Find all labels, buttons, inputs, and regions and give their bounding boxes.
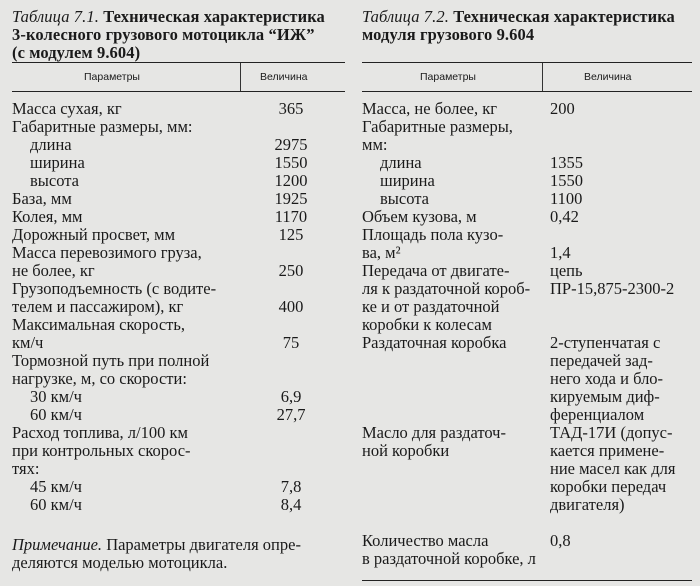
table-7-2 [362,0,692,568]
table-row [362,334,692,352]
table-label: Таблица 7.1. [12,7,99,26]
table-row [362,172,692,190]
table-row [362,532,692,550]
column-divider [542,63,543,91]
value-cell: 2975 [274,135,308,154]
param-cell: км/ч [12,333,44,352]
table-title-line: модуля грузового 9.604 [362,25,535,44]
value-cell: 1200 [274,171,308,190]
table-row [362,478,692,496]
value-cell: цепь [550,261,583,280]
table-row [12,118,345,136]
value-cell: 1550 [274,153,308,172]
table-row [12,352,345,370]
table-header [362,62,692,92]
table-row [362,190,692,208]
table-row [362,406,692,424]
param-cell: 30 км/ч [30,387,82,406]
param-cell: Передача от двигате- [362,261,510,280]
table-row [362,514,692,532]
table-7-2-title [362,8,692,62]
param-cell: Масса перевозимого груза, [12,243,202,262]
value-cell: 200 [550,99,575,118]
table-row [12,406,345,424]
table-row [12,226,345,244]
table-row [362,262,692,280]
table-row [362,388,692,406]
value-cell: него хода и бло- [550,369,664,388]
param-cell: не более, кг [12,261,95,280]
column-header-value: Величина [260,71,308,83]
table-title-line: (с модулем 9.604) [12,43,141,62]
param-cell [362,514,692,532]
param-cell: Габаритные размеры, [362,117,513,136]
param-cell: в раздаточной коробке, л [362,549,536,568]
table-row [12,424,345,442]
param-cell: Масса сухая, кг [12,99,122,118]
table-row [362,298,692,316]
param-cell [362,496,692,514]
table-row [12,334,345,352]
table-body [12,100,345,514]
value-cell: 0,8 [550,531,571,550]
value-cell: 1355 [550,153,583,172]
value-cell: 1550 [550,171,583,190]
value-cell: 0,42 [550,207,579,226]
param-cell: Колея, мм [12,207,83,226]
param-cell: ва, м² [362,243,401,262]
table-row [362,316,692,334]
table-row [362,100,692,118]
table-row [362,280,692,298]
param-cell: телем и пассажиром), кг [12,297,184,316]
note-label: Примечание. [12,535,103,554]
param-cell: длина [30,135,72,154]
param-cell: ширина [380,171,435,190]
table-body [362,100,692,568]
table-title-line: Техническая характеристика [103,7,325,26]
value-cell: 1100 [550,189,583,208]
value-cell: ференциалом [550,405,645,424]
value-cell: двигателя) [550,495,625,514]
value-cell: 1,4 [550,243,571,262]
param-cell: Масло для раздаточ- [362,423,506,442]
value-cell: 2-ступенчатая с [550,333,661,352]
column-header-params: Параметры [420,71,476,83]
param-cell: Объем кузова, м [362,207,477,226]
table-row [12,478,345,496]
table-row [362,460,692,478]
table-row [362,136,692,154]
table-row [362,442,692,460]
value-cell: 6,9 [280,387,302,406]
param-cell: Расход топлива, л/100 км [12,423,188,442]
param-cell: высота [30,171,79,190]
table-row [12,388,345,406]
param-cell: Грузоподъемность (с водите- [12,279,217,298]
table-row [12,100,345,118]
column-divider [240,63,241,91]
column-header-params: Параметры [84,71,140,83]
table-row [12,370,345,388]
table-row [12,298,345,316]
param-cell: 60 км/ч [30,495,82,514]
table-row [12,280,345,298]
value-cell: 365 [278,99,304,118]
table-row [12,154,345,172]
value-cell: передачей зад- [550,351,653,370]
table-row [12,172,345,190]
table-row [362,496,692,514]
note-text: Параметры двигателя опре- [106,535,301,554]
value-cell: кируемым диф- [550,387,660,406]
value-cell: 8,4 [280,495,302,514]
param-cell: Тормозной путь при полной [12,351,210,370]
table-row [12,262,345,280]
table-title-line: Техническая характеристика [453,7,675,26]
table-title-line: 3-колесного грузового мотоцикла “ИЖ” [12,25,315,44]
table-row [12,316,345,334]
value-cell: 7,8 [280,477,302,496]
table-row [12,190,345,208]
value-cell: коробки передач [550,477,667,496]
table-7-1 [12,0,345,572]
table-row [362,208,692,226]
param-cell: Раздаточная коробка [362,333,507,352]
param-cell: Габаритные размеры, мм: [12,117,193,136]
value-cell: ние масел как для [550,459,676,478]
param-cell: 60 км/ч [30,405,82,424]
param-cell: ширина [30,153,85,172]
param-cell: Площадь пола кузо- [362,225,504,244]
value-cell: 250 [278,261,304,280]
param-cell: коробки к колесам [362,315,492,334]
table-row [362,154,692,172]
table-row [12,442,345,460]
param-cell: Дорожный просвет, мм [12,225,176,244]
table-row [12,460,345,478]
value-cell: 27,7 [276,405,306,424]
table-row [362,424,692,442]
table-7-1-title [12,8,345,62]
value-cell: 400 [278,297,304,316]
param-cell: ной коробки [362,441,450,460]
table-row [362,352,692,370]
bottom-rule [362,580,692,581]
value-cell: 75 [282,333,300,352]
table-row [12,244,345,262]
table-label: Таблица 7.2. [362,7,449,26]
value-cell: 1170 [274,207,308,226]
table-row [12,208,345,226]
value-cell: кается примене- [550,441,665,460]
param-cell: длина [380,153,422,172]
table-row [362,226,692,244]
note-text: деляются моделью мотоцикла. [12,553,228,572]
table-row [362,244,692,262]
table-row [362,118,692,136]
table-row [12,496,345,514]
param-cell: ке и от раздаточной [362,297,500,316]
param-cell: Максимальная скорость, [12,315,186,334]
param-cell: нагрузке, м, со скорости: [12,369,187,388]
param-cell: при контрольных скорос- [12,441,191,460]
table-row [362,370,692,388]
table-header [12,62,345,92]
column-header-value: Величина [584,71,632,83]
value-cell: ТАД-17И (допус- [550,423,673,442]
table-note [12,536,345,572]
value-cell: 1925 [274,189,308,208]
param-cell: Количество масла [362,531,489,550]
param-cell: мм: [362,135,388,154]
param-cell: ля к раздаточной короб- [362,279,531,298]
param-cell: высота [380,189,429,208]
value-cell: 125 [278,225,304,244]
param-cell: тях: [12,459,40,478]
table-row [12,136,345,154]
param-cell: 45 км/ч [30,477,82,496]
value-cell: ПР-15,875-2300-2 [550,279,675,298]
param-cell: Масса, не более, кг [362,99,498,118]
table-row [362,550,692,568]
param-cell: База, мм [12,189,72,208]
